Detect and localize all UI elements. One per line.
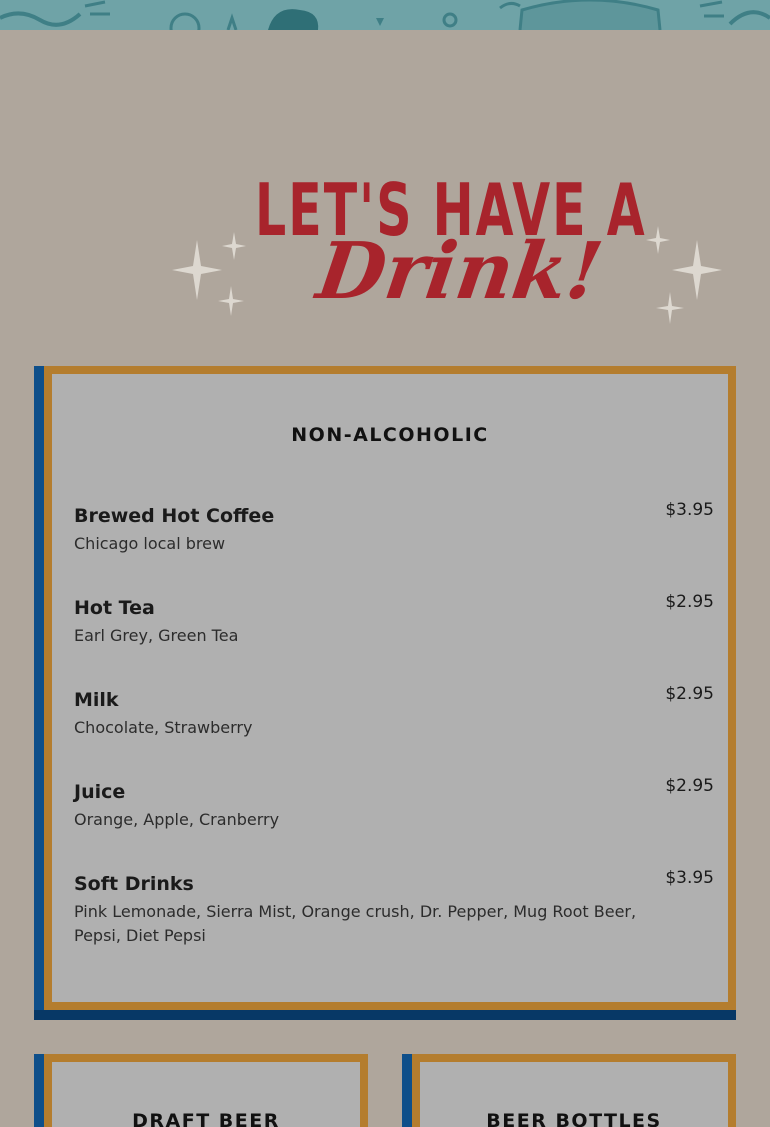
item-name: Juice — [74, 781, 126, 803]
item-price: $2.95 — [665, 592, 714, 612]
section-title: BEER BOTTLES — [486, 1110, 662, 1127]
item-name: Hot Tea — [74, 597, 155, 619]
item-price: $3.95 — [665, 868, 714, 888]
top-banner — [0, 0, 770, 30]
section-title: NON-ALCOHOLIC — [291, 424, 489, 446]
item-name: Soft Drinks — [74, 873, 194, 895]
banner-decoration-icon — [0, 0, 770, 30]
beer-bottles-card — [412, 1054, 736, 1127]
section-title: DRAFT BEER — [132, 1110, 280, 1127]
menu-item — [74, 684, 714, 740]
item-description: Orange, Apple, Cranberry — [74, 810, 280, 829]
sparkle-icon — [646, 226, 670, 254]
card-shadow — [402, 1054, 412, 1127]
sparkle-icon — [172, 240, 222, 300]
card-shadow — [34, 366, 44, 1020]
item-name: Milk — [74, 689, 119, 711]
item-price: $2.95 — [665, 776, 714, 796]
item-description: Earl Grey, Green Tea — [74, 626, 239, 645]
sparkle-icon — [222, 232, 246, 260]
card-shadow — [34, 1010, 736, 1020]
page-title: LET'S HAVE A — [255, 168, 647, 252]
page-subtitle: Drink! — [311, 226, 608, 317]
menu-item — [74, 592, 714, 648]
item-price: $2.95 — [665, 684, 714, 704]
sparkle-icon — [656, 292, 684, 324]
draft-beer-card — [44, 1054, 368, 1127]
item-description: Chicago local brew — [74, 534, 226, 553]
item-description: Pink Lemonade, Sierra Mist, Orange crush, Dr. Pepper, Mug Root Beer, Pepsi, Diet Pepsi — [74, 902, 637, 945]
item-description: Chocolate, Strawberry — [74, 718, 253, 737]
card-shadow — [34, 1054, 44, 1127]
non-alcoholic-card — [44, 366, 736, 1010]
menu-item — [74, 868, 714, 948]
item-name: Brewed Hot Coffee — [74, 505, 275, 527]
sparkle-icon — [218, 286, 244, 316]
menu-item — [74, 500, 714, 556]
item-price: $3.95 — [665, 500, 714, 520]
menu-item — [74, 776, 714, 832]
sparkle-icon — [672, 240, 722, 300]
